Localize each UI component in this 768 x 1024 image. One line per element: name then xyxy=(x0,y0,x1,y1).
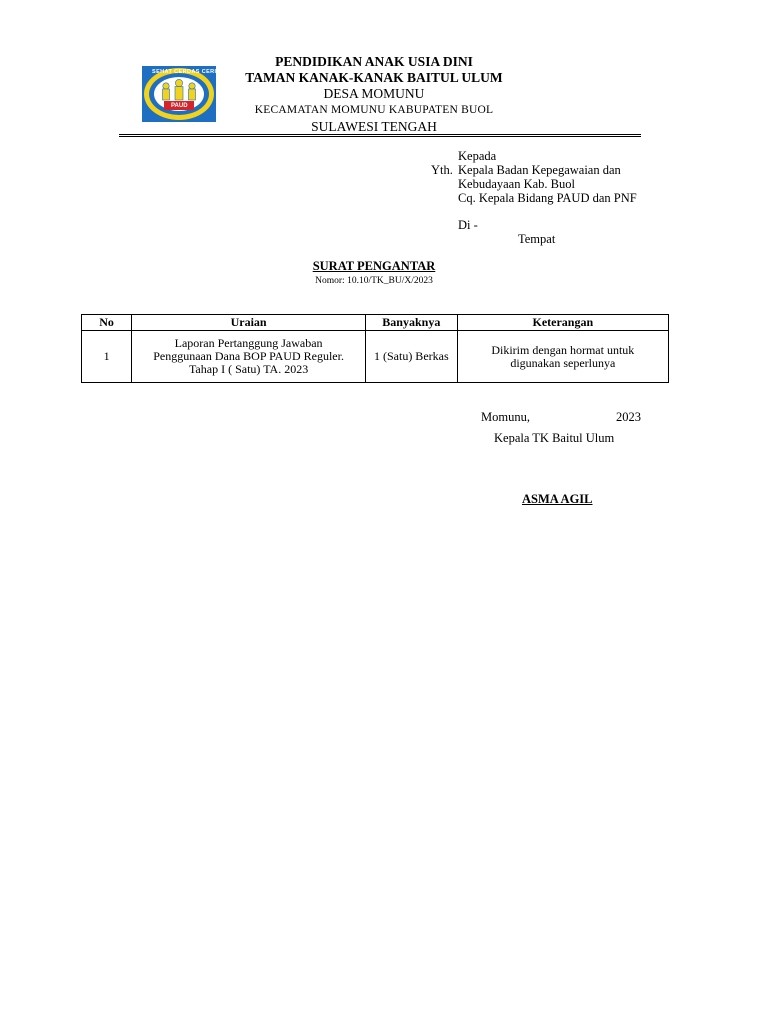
header-line-2: TAMAN KANAK-KANAK BAITUL ULUM xyxy=(245,70,503,85)
cell-no: 1 xyxy=(82,331,132,383)
table-row xyxy=(82,331,669,383)
keterangan-line: Dikirim dengan hormat untuk xyxy=(491,342,635,357)
header-line-1: PENDIDIKAN ANAK USIA DINI xyxy=(275,54,473,69)
header-line-5: SULAWESI TENGAH xyxy=(311,119,437,134)
signature-year: 2023 xyxy=(616,410,641,424)
col-header-no: No xyxy=(82,315,132,331)
cell-banyaknya: 1 (Satu) Berkas xyxy=(365,331,457,383)
uraian-line: Penggunaan Dana BOP PAUD Reguler. xyxy=(153,349,344,363)
keterangan-line: digunakan seperlunya xyxy=(510,355,616,370)
uraian-line: Laporan Pertanggung Jawaban xyxy=(174,336,323,350)
table-header-row xyxy=(82,315,669,331)
logo-ring-text: SEHAT CERDAS CERIA xyxy=(152,69,221,75)
items-table xyxy=(81,314,669,383)
signature-position: Kepala TK Baitul Ulum xyxy=(494,431,615,445)
uraian-line: Tahap I ( Satu) TA. 2023 xyxy=(188,362,309,376)
signature-name: ASMA AGIL xyxy=(522,492,593,506)
letter-title: SURAT PENGANTAR xyxy=(312,259,436,273)
addressee-yth: Yth. xyxy=(431,163,453,177)
header-line-4: KECAMATAN MOMUNU KABUPATEN BUOL xyxy=(254,104,494,116)
cell-uraian xyxy=(132,331,366,383)
col-header-uraian: Uraian xyxy=(132,315,366,331)
signature-place: Momunu, xyxy=(481,410,530,424)
addressee-di: Di - xyxy=(458,218,478,232)
header-line-3: DESA MOMUNU xyxy=(323,86,425,101)
addressee-line-3: Cq. Kepala Bidang PAUD dan PNF xyxy=(458,191,637,205)
letter-number: Nomor: 10.10/TK_BU/X/2023 xyxy=(315,276,433,286)
col-header-banyaknya: Banyaknya xyxy=(365,315,457,331)
addressee-kepada: Kepada xyxy=(458,149,497,163)
header-rule-thin xyxy=(119,134,641,135)
addressee-line-2: Kebudayaan Kab. Buol xyxy=(458,177,575,191)
logo-label: PAUD xyxy=(171,102,188,109)
addressee-line-1: Kepala Badan Kepegawaian dan xyxy=(458,163,621,177)
addressee-tempat: Tempat xyxy=(518,232,556,246)
col-header-keterangan: Keterangan xyxy=(457,315,668,331)
header-rule-thick xyxy=(119,136,641,137)
cell-keterangan xyxy=(457,331,668,383)
